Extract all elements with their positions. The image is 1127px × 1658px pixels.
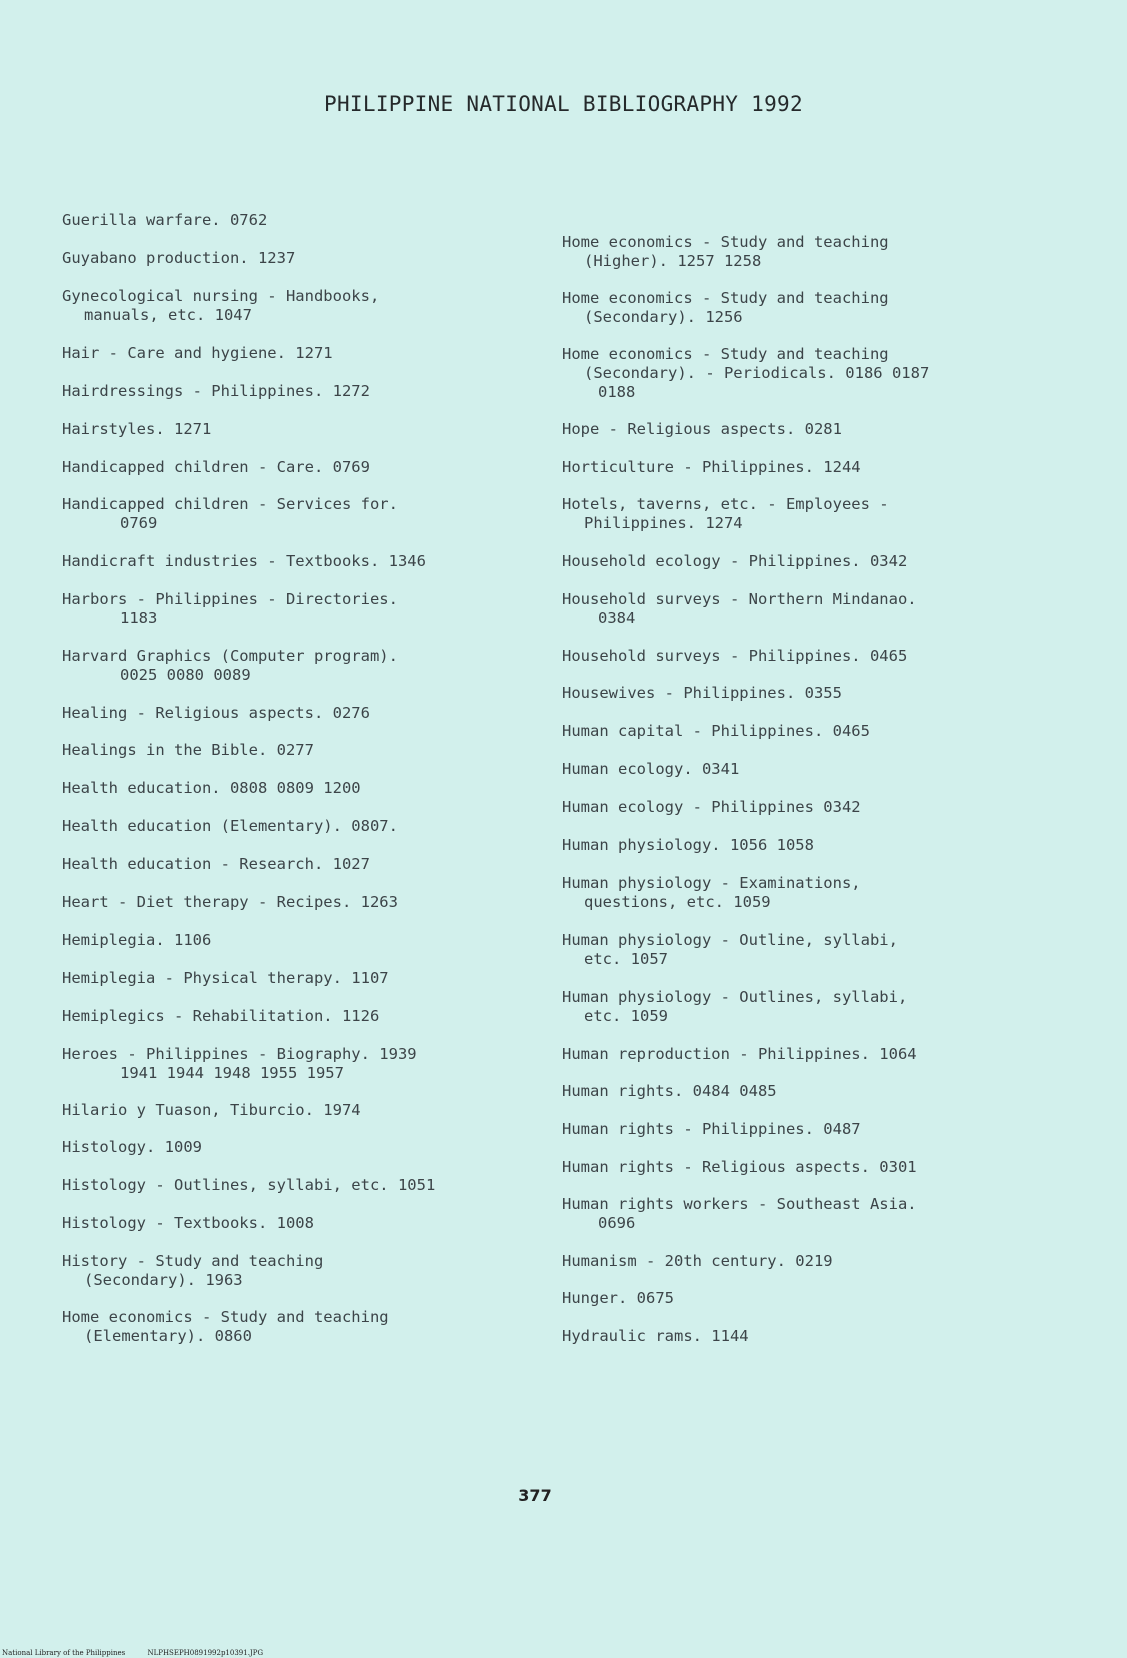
index-entry: Home economics - Study and teaching (Secondary). 1256 xyxy=(562,289,889,326)
index-entry: Human reproduction - Philippines. 1064 xyxy=(562,1045,917,1063)
index-entry: Hope - Religious aspects. 0281 xyxy=(562,420,842,438)
index-entry: Hemiplegia. 1106 xyxy=(62,931,212,949)
index-entry: Guyabano production. 1237 xyxy=(62,249,296,267)
scan-footer xyxy=(2,1649,283,1657)
footer-file: NLPHSEPH0891992p10391.JPG xyxy=(147,1649,264,1657)
index-entry: Human rights workers - Southeast Asia. 0696 xyxy=(562,1195,917,1232)
index-entry: Handicraft industries - Textbooks. 1346 xyxy=(62,552,426,570)
index-entry: Human physiology - Outline, syllabi, etc. 1057 xyxy=(562,931,898,968)
index-entry: Heart - Diet therapy - Recipes. 1263 xyxy=(62,893,398,911)
index-entry: Human capital - Philippines. 0465 xyxy=(562,722,870,740)
index-entry: Healings in the Bible. 0277 xyxy=(62,741,314,759)
index-entry: Human physiology. 1056 1058 xyxy=(562,836,814,854)
index-entry: Human physiology - Examinations, questions, etc. 1059 xyxy=(562,874,861,911)
index-entry: Hilario y Tuason, Tiburcio. 1974 xyxy=(62,1101,361,1119)
index-entry: Harbors - Philippines - Directories. 1183 xyxy=(62,590,398,627)
index-entry: Hunger. 0675 xyxy=(562,1289,674,1307)
index-entry: Humanism - 20th century. 0219 xyxy=(562,1252,833,1270)
index-entry: Heroes - Philippines - Biography. 1939 1941 1944 1948 1955 1957 xyxy=(62,1045,417,1082)
index-entry: Histology. 1009 xyxy=(62,1138,202,1156)
index-entry: Histology - Outlines, syllabi, etc. 1051 xyxy=(62,1176,436,1194)
index-entry: Household surveys - Northern Mindanao. 0384 xyxy=(562,590,917,627)
index-entry: Health education - Research. 1027 xyxy=(62,855,370,873)
index-entry: Handicapped children - Care. 0769 xyxy=(62,458,370,476)
index-entry: Hairdressings - Philippines. 1272 xyxy=(62,382,370,400)
index-entry: Household surveys - Philippines. 0465 xyxy=(562,647,908,665)
index-entry: Human physiology - Outlines, syllabi, etc. 1059 xyxy=(562,988,908,1025)
index-entry: Gynecological nursing - Handbooks, manuals, etc. 1047 xyxy=(62,287,380,324)
index-entry: Healing - Religious aspects. 0276 xyxy=(62,704,370,722)
index-entry: Housewives - Philippines. 0355 xyxy=(562,684,842,702)
index-entry: Hydraulic rams. 1144 xyxy=(562,1327,749,1345)
index-entry: Health education (Elementary). 0807. xyxy=(62,817,398,835)
index-entry: Horticulture - Philippines. 1244 xyxy=(562,458,861,476)
index-entry: Household ecology - Philippines. 0342 xyxy=(562,552,908,570)
index-entry: Human rights - Religious aspects. 0301 xyxy=(562,1158,917,1176)
index-entry: Home economics - Study and teaching (Higher). 1257 1258 xyxy=(562,233,889,270)
index-entry: History - Study and teaching (Secondary). 1963 xyxy=(62,1252,324,1289)
index-entry: Harvard Graphics (Computer program). 0025 0080 0089 xyxy=(62,647,398,684)
index-entry: Handicapped children - Services for. 0769 xyxy=(62,495,398,532)
index-entry: Hairstyles. 1271 xyxy=(62,420,212,438)
index-entry: Human rights. 0484 0485 xyxy=(562,1082,777,1100)
index-entry: Hotels, taverns, etc. - Employees - Philippines. 1274 xyxy=(562,495,889,532)
index-entry: Home economics - Study and teaching (Elementary). 0860 xyxy=(62,1308,389,1345)
index-entry: Human rights - Philippines. 0487 xyxy=(562,1120,861,1138)
footer-library: National Library of the Philippines xyxy=(2,1649,126,1657)
page-title: PHILIPPINE NATIONAL BIBLIOGRAPHY 1992 xyxy=(324,92,803,116)
index-entry: Human ecology. 0341 xyxy=(562,760,740,778)
index-entry: Hemiplegia - Physical therapy. 1107 xyxy=(62,969,389,987)
index-entry: Histology - Textbooks. 1008 xyxy=(62,1214,314,1232)
index-entry: Home economics - Study and teaching (Secondary). - Periodicals. 0186 0187 0188 xyxy=(562,345,930,401)
index-entry: Hemiplegics - Rehabilitation. 1126 xyxy=(62,1007,380,1025)
index-entry: Hair - Care and hygiene. 1271 xyxy=(62,344,333,362)
index-entry: Health education. 0808 0809 1200 xyxy=(62,779,361,797)
index-entry: Human ecology - Philippines 0342 xyxy=(562,798,861,816)
index-entry: Guerilla warfare. 0762 xyxy=(62,211,268,229)
page-number: 377 xyxy=(518,1486,552,1505)
